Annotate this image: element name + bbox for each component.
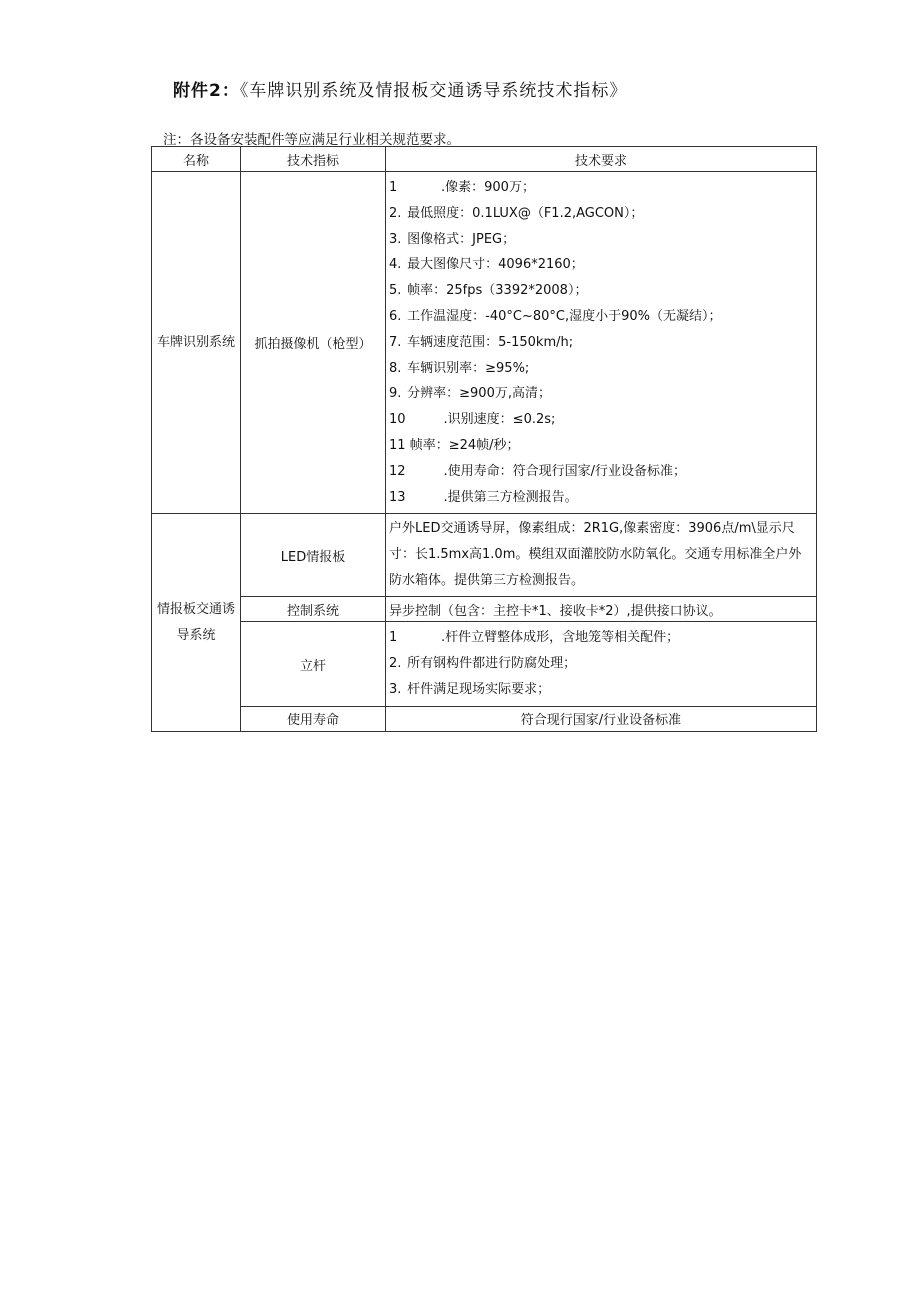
- list-item: [389, 252, 813, 278]
- table-row: [152, 706, 817, 731]
- item-number: 6.: [389, 308, 402, 324]
- item-text: 车辆识别率：≥95%;: [407, 360, 530, 376]
- title-text: 《车牌识别系统及情报板交通诱导系统技术指标》: [239, 81, 628, 101]
- item-number: 3.: [389, 231, 402, 247]
- item-text: 最大图像尺寸：4096*2160；: [407, 257, 584, 273]
- list-item: [389, 459, 813, 485]
- item-number: 12: [389, 463, 406, 479]
- table-row: [152, 172, 817, 514]
- title-prefix: 附件2：: [173, 81, 240, 101]
- list-item: [389, 381, 813, 407]
- list-item: [389, 433, 813, 459]
- system-name-board: 情报板交通诱导系统: [152, 514, 241, 731]
- list-item: [389, 651, 813, 677]
- requirements-camera: [386, 172, 817, 514]
- header-requirement: 技术要求: [386, 147, 817, 172]
- list-item: [389, 485, 813, 511]
- item-text: .识别速度：≤0.2s;: [443, 412, 556, 428]
- indicator-control: 控制系统: [241, 597, 386, 622]
- requirement-list: [389, 622, 813, 705]
- note-text: 注：各设备安装配件等应满足行业相关规范要求。: [163, 132, 460, 148]
- table-row: [152, 597, 817, 622]
- item-text: 帧率：25fps（3392*2008）；: [407, 283, 588, 299]
- table-header-row: [152, 147, 817, 172]
- header-indicator: 技术指标: [241, 147, 386, 172]
- item-text: .杆件立臂整体成形，含地笼等相关配件；: [441, 630, 680, 646]
- indicator-pole: 立杆: [241, 622, 386, 706]
- item-number: 2.: [389, 656, 402, 672]
- item-number: 1: [389, 180, 398, 195]
- item-number: 4.: [389, 257, 402, 273]
- indicator-camera: 抓拍摄像机（枪型）: [241, 172, 386, 514]
- header-name: 名称: [152, 147, 241, 172]
- list-item: [389, 356, 813, 382]
- item-text: 图像格式：JPEG；: [407, 231, 516, 247]
- list-item: [389, 175, 813, 201]
- indicator-led: LED情报板: [241, 514, 386, 597]
- item-number: 9.: [389, 386, 402, 402]
- list-item: [389, 677, 813, 703]
- list-item: [389, 304, 813, 330]
- table-row: [152, 622, 817, 706]
- spec-table: [151, 146, 817, 732]
- item-text: 帧率：≥24帧/秒；: [409, 437, 520, 453]
- item-text: 工作温湿度：-40°C~80°C,湿度小于90%（无凝结）；: [407, 308, 722, 324]
- requirement-life: 符合现行国家/行业设备标准: [386, 706, 817, 731]
- system-name-camera: 车牌识别系统: [152, 172, 241, 514]
- item-number: 3.: [389, 681, 402, 697]
- document-title: [173, 76, 627, 101]
- item-text: 分辨率：≥900万,高清；: [407, 386, 551, 402]
- item-number: 11: [389, 437, 406, 453]
- item-number: 10: [389, 412, 406, 428]
- list-item: [389, 330, 813, 356]
- item-text: .像素：900万；: [441, 180, 535, 195]
- item-number: 7.: [389, 334, 402, 350]
- item-number: 1: [389, 630, 398, 646]
- requirement-control: 异步控制（包含：主控卡*1、接收卡*2）,提供接口协议。: [386, 597, 817, 622]
- item-text: .使用寿命：符合现行国家/行业设备标准；: [443, 463, 687, 479]
- item-text: 车辆速度范围：5-150km/h;: [407, 334, 574, 350]
- item-text: 杆件满足现场实际要求；: [407, 681, 551, 697]
- indicator-life: 使用寿命: [241, 706, 386, 731]
- item-number: 5.: [389, 283, 402, 299]
- list-item: [389, 625, 813, 651]
- table-row: [152, 514, 817, 597]
- list-item: [389, 407, 813, 433]
- list-item: [389, 227, 813, 253]
- item-text: 所有钢构件都进行防腐处理；: [407, 656, 577, 672]
- item-number: 2.: [389, 205, 402, 221]
- item-text: 最低照度：0.1LUX@（F1.2,AGCON）；: [407, 205, 644, 221]
- item-number: 13: [389, 489, 406, 505]
- requirements-pole: [386, 622, 817, 706]
- requirement-led: 户外LED交通诱导屏，像素组成：2R1G,像素密度：3906点/m\显示尺寸：长1.5mx高1.0m。模组双面灌胶防水防氧化。交通专用标准全户外防水箱体。提供第三方检测报告。: [386, 514, 817, 597]
- item-text: .提供第三方检测报告。: [443, 489, 578, 505]
- item-number: 8.: [389, 360, 402, 376]
- requirement-list: [389, 172, 813, 513]
- list-item: [389, 201, 813, 227]
- list-item: [389, 278, 813, 304]
